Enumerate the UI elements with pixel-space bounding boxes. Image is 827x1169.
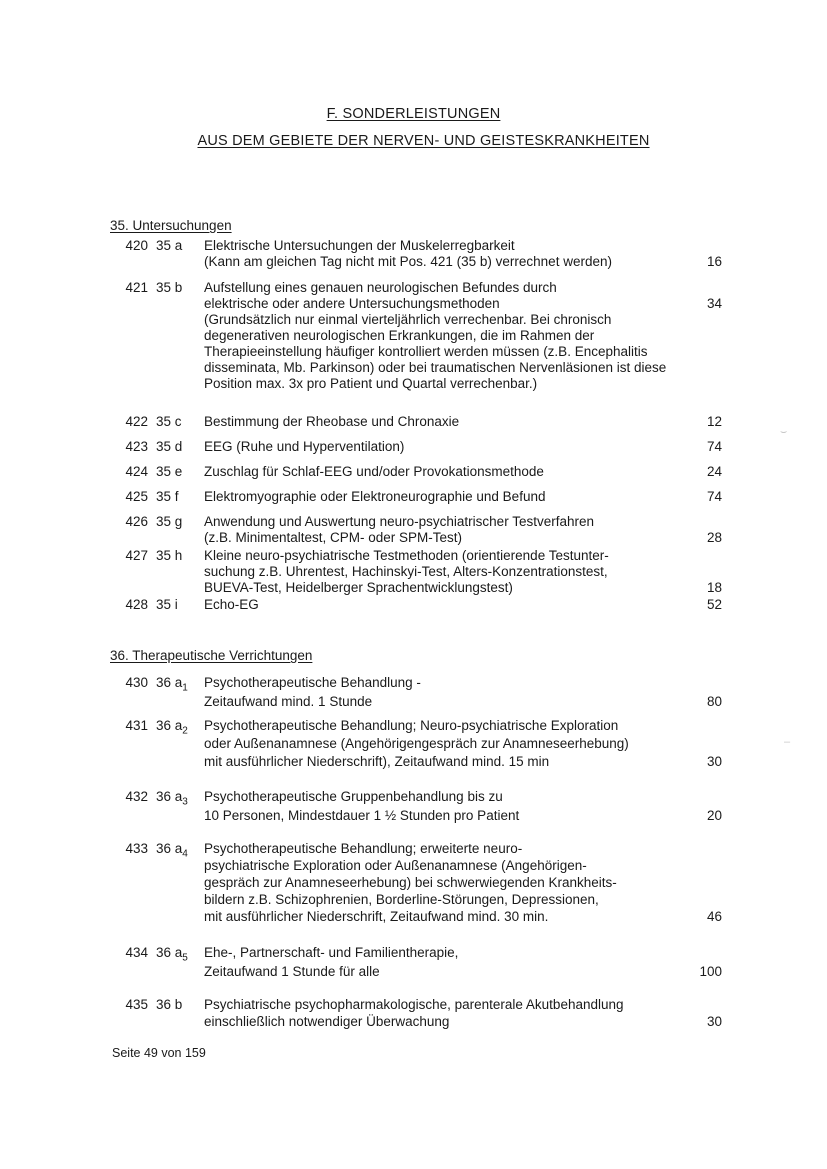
points-value: 100: [699, 964, 722, 979]
fee-code-text: 35 i: [156, 597, 178, 612]
description-line: mit ausführlicher Niederschrift), Zeitaufwand mind. 15 min: [204, 754, 550, 769]
points-value: 52: [706, 597, 722, 612]
fee-code-text: 35 e: [156, 464, 183, 479]
description-line: elektrische oder andere Untersuchungsmethoden: [204, 296, 500, 311]
fee-code-text: 36 a: [156, 945, 183, 960]
fee-description: [204, 840, 714, 925]
position-number: 433: [125, 841, 148, 856]
description-line: gespräch zur Anamneseerhebung) bei schwerwiegenden Krankheits-: [204, 875, 617, 890]
fee-code: [156, 673, 188, 692]
position-number: 425: [125, 489, 148, 504]
fee-description: [204, 238, 714, 270]
fee-code-text: 35 f: [156, 489, 179, 504]
description-line: (Grundsätzlich nur einmal vierteljährlich verrechenbar. Bei chronisch: [204, 312, 612, 327]
fee-code: [156, 414, 182, 430]
fee-description: [204, 489, 714, 505]
fee-code-text: 36 a: [156, 675, 183, 690]
fee-code-subscript: 5: [182, 952, 188, 964]
description-line: psychiatrische Exploration oder Außenanamnese (Angehörigen-: [204, 858, 587, 873]
fee-code-subscript: 1: [182, 682, 188, 694]
fee-code: [156, 464, 182, 480]
fee-code: [156, 840, 188, 860]
description-line: Aufstellung eines genauen neurologischen Befundes durch: [204, 280, 557, 295]
fee-code-subscript: 3: [182, 796, 188, 808]
fee-code-text: 35 b: [156, 280, 183, 295]
position-number: 427: [125, 548, 148, 563]
points-value: 12: [706, 414, 722, 429]
position-number: 431: [125, 718, 148, 733]
description-line: Elektrische Untersuchungen der Muskelerregbarkeit: [204, 238, 515, 253]
section-heading: 35. Untersuchungen: [110, 218, 232, 233]
description-line: Kleine neuro-psychiatrische Testmethoden (orientierende Testunter-: [204, 548, 609, 563]
position-number: 421: [125, 280, 148, 295]
fee-code-text: 36 a: [156, 718, 183, 733]
scan-mark: ⌣: [780, 426, 788, 438]
fee-description: [204, 548, 714, 596]
points-value: 30: [706, 754, 722, 769]
fee-code-subscript: 2: [182, 725, 188, 737]
fee-description: [204, 597, 714, 613]
fee-code-text: 36 a: [156, 789, 183, 804]
fee-description: [204, 414, 714, 430]
description-line: Anwendung und Auswertung neuro-psychiatrischer Testverfahren: [204, 514, 594, 529]
position-number: 435: [125, 997, 148, 1012]
document-subtitle: AUS DEM GEBIETE DER NERVEN- UND GEISTESKRANKHEITEN: [197, 133, 650, 149]
position-number: 424: [125, 464, 148, 479]
description-line: Psychotherapeutische Behandlung -: [204, 675, 421, 690]
fee-code: [156, 943, 188, 962]
position-number: 422: [125, 414, 148, 429]
points-value: 16: [706, 254, 722, 269]
points-value: 34: [706, 296, 722, 311]
description-line: (Kann am gleichen Tag nicht mit Pos. 421 (35 b) verrechnet werden): [204, 254, 612, 269]
fee-code: [156, 996, 182, 1013]
fee-code-text: 35 g: [156, 514, 183, 529]
description-line: bildern z.B. Schizophrenien, Borderline-Störungen, Depressionen,: [204, 892, 599, 907]
section-heading: 36. Therapeutische Verrichtungen: [110, 648, 313, 663]
position-number: 428: [125, 597, 148, 612]
description-line: disseminata, Mb. Parkinson) oder bei traumatischen Nervenläsionen ist diese: [204, 360, 667, 375]
fee-code: [156, 548, 182, 564]
description-line: Psychiatrische psychopharmakologische, parenterale Akutbehandlung: [204, 997, 624, 1012]
position-number: 430: [125, 675, 148, 690]
description-line: Ehe-, Partnerschaft- und Familientherapie,: [204, 945, 459, 960]
description-line: oder Außenanamnese (Angehörigengespräch zur Anamneseerhebung): [204, 736, 629, 751]
description-line: mit ausführlicher Niederschrift, Zeitaufwand mind. 30 min.: [204, 909, 549, 924]
description-line: BUEVA-Test, Heidelberger Sprachentwicklungstest): [204, 580, 513, 595]
fee-description: [204, 439, 714, 455]
points-value: 74: [706, 439, 722, 454]
points-value: 18: [706, 580, 722, 595]
points-value: 80: [706, 694, 722, 709]
fee-code: [156, 280, 182, 296]
page-footer: Seite 49 von 159: [112, 1046, 206, 1060]
fee-code: [156, 514, 182, 530]
fee-code: [156, 787, 188, 806]
description-line: einschließlich notwendiger Überwachung: [204, 1014, 450, 1029]
position-number: 432: [125, 789, 148, 804]
position-number: 434: [125, 945, 148, 960]
position-number: 420: [125, 238, 148, 253]
fee-description: [204, 943, 714, 981]
description-line: Psychotherapeutische Gruppenbehandlung bis zu: [204, 789, 503, 804]
description-line: degenerativen neurologischen Erkrankungen, die im Rahmen der: [204, 328, 595, 343]
description-line: Zeitaufwand 1 Stunde für alle: [204, 964, 380, 979]
description-line: Echo-EG: [204, 597, 259, 612]
fee-code-text: 36 b: [156, 997, 183, 1012]
fee-code: [156, 717, 188, 735]
description-line: (z.B. Minimentaltest, CPM- oder SPM-Test): [204, 530, 463, 545]
fee-code: [156, 489, 179, 505]
fee-code-subscript: 4: [182, 848, 188, 860]
description-line: 10 Personen, Mindestdauer 1 ½ Stunden pro Patient: [204, 808, 520, 823]
description-line: Bestimmung der Rheobase und Chronaxie: [204, 414, 460, 429]
points-value: 30: [706, 1014, 722, 1029]
document-title: F. SONDERLEISTUNGEN: [326, 106, 501, 122]
fee-description: [204, 673, 714, 711]
fee-description: [204, 996, 714, 1030]
points-value: 28: [706, 530, 722, 545]
fee-code-text: 35 d: [156, 439, 183, 454]
fee-code: [156, 238, 182, 254]
description-line: EEG (Ruhe und Hyperventilation): [204, 439, 405, 454]
description-line: Therapieeinstellung häufiger kontrolliert werden müssen (z.B. Encephalitis: [204, 344, 648, 359]
fee-code-text: 36 a: [156, 841, 183, 856]
fee-description: [204, 717, 714, 771]
position-number: 426: [125, 514, 148, 529]
description-line: suchung z.B. Uhrentest, Hachinskyi-Test, Alters-Konzentrationstest,: [204, 564, 608, 579]
fee-description: [204, 787, 714, 825]
points-value: 46: [706, 909, 722, 924]
scan-mark: –: [784, 736, 791, 748]
position-number: 423: [125, 439, 148, 454]
fee-description: [204, 464, 714, 480]
points-value: 24: [706, 464, 722, 479]
description-line: Psychotherapeutische Behandlung; erweiterte neuro-: [204, 841, 523, 856]
fee-code-text: 35 c: [156, 414, 182, 429]
fee-description: [204, 514, 714, 546]
description-line: Elektromyographie oder Elektroneurographie und Befund: [204, 489, 546, 504]
fee-code-text: 35 a: [156, 238, 183, 253]
fee-code-text: 35 h: [156, 548, 183, 563]
points-value: 20: [706, 808, 722, 823]
description-line: Psychotherapeutische Behandlung; Neuro-psychiatrische Exploration: [204, 718, 619, 733]
description-line: Position max. 3x pro Patient und Quartal verrechenbar.): [204, 376, 538, 391]
fee-code: [156, 597, 178, 613]
description-line: Zuschlag für Schlaf-EEG und/oder Provokationsmethode: [204, 464, 544, 479]
points-value: 74: [706, 489, 722, 504]
description-line: Zeitaufwand mind. 1 Stunde: [204, 694, 373, 709]
fee-description: [204, 280, 714, 392]
fee-code: [156, 439, 182, 455]
